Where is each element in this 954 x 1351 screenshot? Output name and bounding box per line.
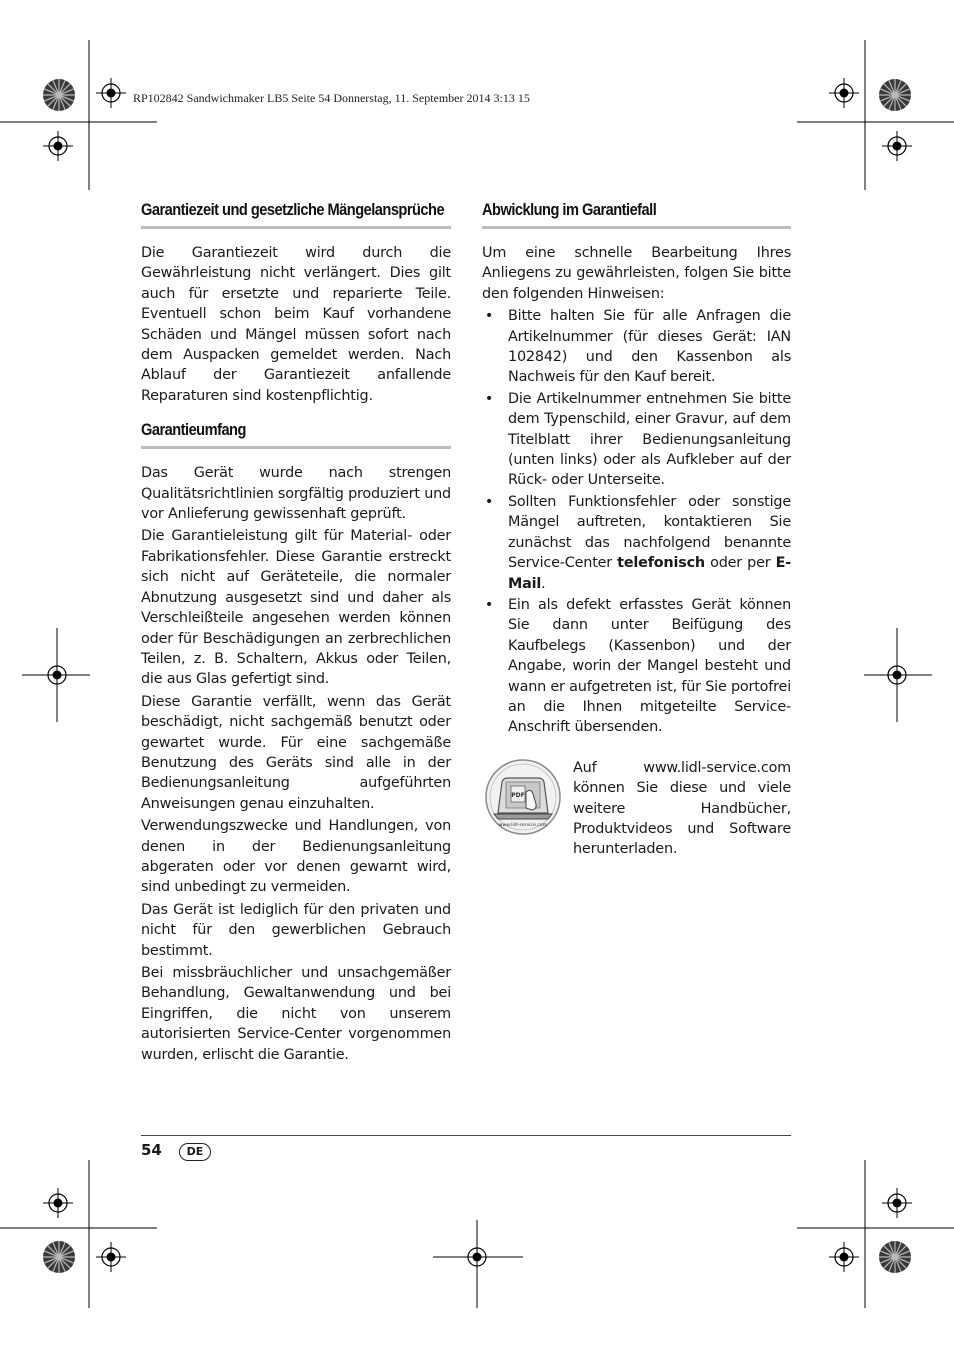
color-wheel-icon (42, 1240, 76, 1274)
registration-target-icon (829, 1242, 859, 1272)
svg-text:www.lidl-service.com: www.lidl-service.com (498, 822, 548, 828)
registration-target-icon (96, 1242, 126, 1272)
page-number: 54 (141, 1141, 162, 1159)
registration-target-icon (96, 78, 126, 108)
section-heading-garantiezeit: Garantiezeit und gesetzliche Mängelansprüche (141, 200, 445, 219)
print-slug: RP102842 Sandwichmaker LB5 Seite 54 Donnerstag, 11. September 2014 3:13 15 (133, 91, 530, 105)
bullet-icon: • (484, 596, 494, 613)
registration-target-icon (42, 660, 72, 690)
emphasis-email: E-Mail (508, 555, 791, 592)
paragraph: Das Gerät wurde nach strengen Qualitätsrichtlinien sorgfältig produziert und vor Anlieferung gewissenhaft geprüft. (141, 465, 451, 523)
service-paragraph: Auf www.lidl-service.com können Sie diese und viele weitere Handbücher, Produktvideos und Software herunterladen. (573, 759, 791, 858)
bullet-icon: • (484, 390, 494, 407)
registration-target-icon (829, 78, 859, 108)
paragraph: Das Gerät ist lediglich für den privaten und nicht für den gewerblichen Gebrauch bestimmt. (141, 901, 451, 959)
color-wheel-icon (878, 1240, 912, 1274)
registration-target-icon (43, 131, 73, 161)
registration-target-icon (462, 1242, 492, 1272)
section-heading-garantieumfang: Garantieumfang (141, 420, 246, 440)
list-item: • Bitte halten Sie für alle Anfragen die Artikelnummer (für dieses Gerät: IAN 102842) und den Kassenbon als Nachweis für den Kauf bereit. (484, 308, 791, 386)
paragraph: Diese Garantie verfällt, wenn das Gerät beschädigt, nicht sachgemäß benutzt oder gewartet wurde. Für eine sachgemäße Benutzung des Geräts sind alle in der Bedienungsanleitung aufgeführten Anweisungen genau einzuhalten. (141, 693, 451, 812)
color-wheel-icon (42, 78, 76, 112)
registration-target-icon (882, 1188, 912, 1218)
paragraph: Bei missbräuchlicher und unsachgemäßer Behandlung, Gewaltanwendung und bei Eingriffen, die nicht von unserem autorisierten Service-Center vorgenommen wurden, erlischt die Garantie. (141, 965, 451, 1063)
color-wheel-icon (878, 78, 912, 112)
bullet-icon: • (484, 308, 494, 325)
bullet-icon: • (484, 493, 494, 510)
emphasis-telefonisch: telefonisch (617, 555, 705, 572)
registration-target-icon (882, 131, 912, 161)
section-heading-abwicklung: Abwicklung im Garantiefall (482, 200, 657, 219)
svg-text:PDF: PDF (511, 791, 525, 799)
paragraph-intro: Um eine schnelle Bearbeitung Ihres Anliegens zu gewährleisten, folgen Sie bitte den folgenden Hinweisen: (482, 245, 791, 302)
paragraph: Die Garantieleistung gilt für Material- oder Fabrikationsfehler. Diese Garantie erstreckt sich nicht auf Geräteteile, die normaler Abnutzung ausgesetzt sind und daher als Verschleißteile angesehen werden können oder für Beschädigungen an zerbrechlichen Teilen, z. B. Schaltern, Akkus oder Teilen, die aus Glas gefertigt sind. (141, 528, 451, 688)
list-item: • Sollten Funktionsfehler oder sonstige Mängel auftreten, kontaktieren Sie zunächst das nachfolgend benannte Service-Center telefonisch oder per E-Mail. (484, 493, 791, 592)
list-item: • Ein als defekt erfasstes Gerät können Sie dann unter Beifügung des Kaufbelegs (Kassenbon) und der Angabe, worin der Mangel besteht und wann er aufgetreten ist, für Sie portofrei an die Ihnen mitgeteilte Service-Anschrift übersenden. (484, 596, 791, 736)
language-badge: DE (179, 1143, 211, 1161)
registration-target-icon (43, 1188, 73, 1218)
list-item: • Die Artikelnummer entnehmen Sie bitte dem Typenschild, einer Gravur, auf dem Titelblatt ihrer Bedienungsanleitung (unten links) oder als Aufkleber auf der Rück- oder Unterseite. (484, 390, 791, 489)
registration-target-icon (882, 660, 912, 690)
paragraph: Verwendungszwecke und Handlungen, von denen in der Bedienungsanleitung abgeraten oder vor denen gewarnt wird, sind unbedingt zu vermeiden. (141, 818, 451, 896)
paragraph: Die Garantiezeit wird durch die Gewährleistung nicht verlängert. Dies gilt auch für ersetzte und reparierte Teile. Eventuell schon beim Kauf vorhandene Schäden und Mängel müssen sofort nach dem Auspacken gemeldet werden. Nach Ablauf der Garantiezeit anfallende Reparaturen sind kostenpflichtig. (141, 245, 451, 404)
